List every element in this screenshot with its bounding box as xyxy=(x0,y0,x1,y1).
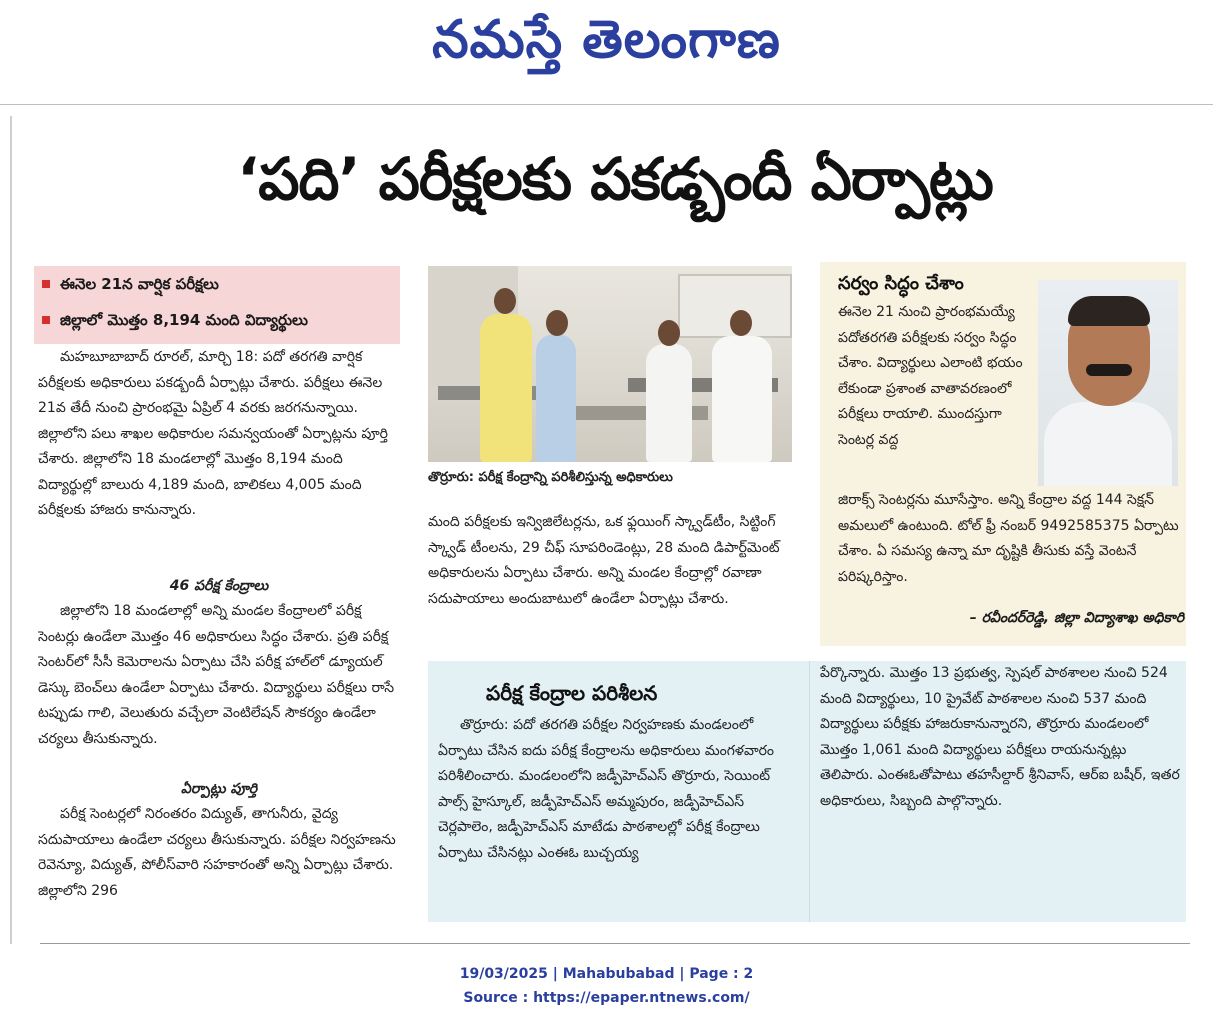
newspaper-logo: నమస్తే తెలంగాణ xyxy=(432,10,781,70)
photo-person xyxy=(646,344,692,462)
article-paragraph: మంది పరీక్షలకు ఇన్విజిలేటర్లను, ఒక ఫ్లయింగ్ స్క్వాడ్‌టీం, సిట్టింగ్ స్క్వాడ్ టీంలను, 29 చీఫ్ సూపరిండెంట్లు, 28 మంది డిపార్ట్‌మెంట్ అధికారులను ఏర్పాటు చేశారు. అన్ని మండల కేంద్రాల్లో రవాణా సదుపాయాలు అందుబాటులో ఉండేలా ఏర్పాట్లు చేశారు. xyxy=(428,514,780,607)
bullet-square-icon xyxy=(42,316,50,324)
news-photo xyxy=(428,266,792,462)
footer-source: Source : https://epaper.ntnews.com/ xyxy=(463,990,750,1006)
subheading: ఏర్పాట్లు పూర్తి xyxy=(180,781,258,797)
official-quote-box xyxy=(820,262,1186,646)
footer-divider xyxy=(40,943,1190,944)
photo-person-head xyxy=(546,310,568,336)
quote-attribution: – రవీందర్‌రెడ్డి, జిల్లా విద్యాశాఖ అధికారి xyxy=(969,610,1184,626)
footer-date-page: 19/03/2025 | Mahabubabad | Page : 2 xyxy=(459,966,754,982)
official-portrait xyxy=(1038,280,1178,486)
article-paragraph: తొర్రూరు: పదో తరగతి పరీక్షల నిర్వహణకు మండలంలో ఏర్పాటు చేసిన ఐదు పరీక్ష కేంద్రాలను అధికారులు మంగళవారం పరిశీలించారు. మండలంలోని జడ్పీహెచ్‌ఎస్ తొర్రూరు, సెయింట్ పాల్స్ హైస్కూల్, జడ్పీహెచ్‌ఎస్ అమ్మపురం, జడ్పీహెచ్‌ఎస్ చెర్లపాలెం, జడ్పీహెచ్‌ఎస్ మాటేడు పాఠశాలల్లో పరీక్ష కేంద్రాలు ఏర్పాటు చేసినట్లు ఎంఈఓ బుచ్చయ్య xyxy=(438,717,775,861)
portrait-hair xyxy=(1068,296,1150,326)
quote-text xyxy=(838,300,1034,478)
article-paragraph: పరీక్ష సెంటర్లలో నిరంతరం విద్యుత్, తాగునీరు, వైద్య సదుపాయాలు ఉండేలా చర్యలు తీసుకున్నారు. పరీక్షల నిర్వహణను రెవెన్యూ, విద్యుత్, పోలీస్‌వారి సహకారంతో అన్ని ఏర్పాట్లు చేశారు. జిల్లాలోని 296 xyxy=(38,806,396,899)
quote-paragraph: ఈనెల 21 నుంచి ప్రారంభమయ్యే పదోతరగతి పరీక్షలకు సర్వం సిద్ధం చేశాం. విద్యార్థులు ఎలాంటి భయం లేకుండా ప్రశాంత వాతావరణంలో పరీక్షలు రాయాలి. ముందస్తుగా సెంటర్ల వద్ద xyxy=(838,304,1023,448)
article-paragraph: పేర్కొన్నారు. మొత్తం 13 ప్రభుత్వ, స్పెషల్ పాఠశాలల నుంచి 524 మంది విద్యార్థులు, 10 ప్రైవేట్ పాఠశాలల నుంచి 537 మంది విద్యార్థులు పరీక్షకు హాజరుకానున్నారని, తొర్రూరు మండలంలో మొత్తం 1,061 మంది విద్యార్థులు పరీక్షలు రాయనున్నట్లు తెలిపారు. ఎంఈఓతోపాటు తహసీల్దార్ శ్రీనివాస్, ఆర్ఐ బషీర్, ఇతర అధికారులు, సిబ్బంది పాల్గొన్నారు. xyxy=(820,665,1180,809)
quote-box-title: సర్వం సిద్ధం చేశాం xyxy=(838,273,964,294)
highlights-box xyxy=(34,266,400,344)
headline: ‘పది’ పరీక్షలకు పకడ్బందీ ఏర్పాట్లు xyxy=(237,145,993,213)
quote-paragraph: జిరాక్స్ సెంటర్లను మూసేస్తాం. అన్ని కేంద్రాల వద్ద 144 సెక్షన్ అమలులో ఉంటుంది. టోల్ ఫ్రీ నంబర్ 9492585375 ఏర్పాటు చేశాం. ఏ సమస్య ఉన్నా మా దృష్టికి తీసుకు వస్తే వెంటనే పరిష్కరిస్తాం. xyxy=(838,492,1179,585)
highlight-text: ఈనెల 21న వార్షిక పరీక్షలు xyxy=(60,275,219,293)
photo-person-head xyxy=(658,320,680,346)
photo-person-head xyxy=(730,310,752,336)
photo-person xyxy=(536,334,576,462)
quote-text xyxy=(838,488,1184,598)
portrait-mustache xyxy=(1086,364,1132,376)
article-paragraph: జిల్లాలోని 18 మండలాల్లో అన్ని మండల కేంద్రాలలో పరీక్ష సెంటర్లు ఉండేలా మొత్తం 46 అధికారులు సిద్ధం చేశారు. ప్రతి పరీక్ష సెంటర్‌లో సీసీ కెమెరాలను ఏర్పాటు చేసి పరీక్ష హాల్‌లో డ్యూయల్ డెస్కు బెంచ్‌లు ఉండేలా ఏర్పాటు చేశారు. విద్యార్థులు పరీక్షలు రాసే టప్పుడు గాలి, వెలుతురు వచ్చేలా వెంటిలేషన్ సౌకర్యం ఉండేలా చర్యలు తీసుకున్నారు. xyxy=(38,603,395,747)
photo-person xyxy=(712,336,772,462)
highlight-item xyxy=(34,302,400,338)
second-article-column xyxy=(820,661,1180,891)
article-lead: మహబూబాబాద్ రూరల్, మార్చి 18: పదో తరగతి వార్షిక పరీక్షలకు అధికారులు పకడ్బందీ ఏర్పాట్లు చేశారు. పరీక్షలు ఈనెల 21వ తేదీ నుంచి ప్రారంభమై ఏప్రిల్ 4 వరకు జరగనున్నాయి. జిల్లాలోని పలు శాఖల అధికారుల సమన్వయంతో ఏర్పాట్లను పూర్తి చేశారు. జిల్లాలోని 18 మండలాల్లో మొత్తం 8,194 మంది విద్యార్థుల్లో బాలురు 4,189 మంది, బాలికలు 4,005 మంది పరీక్షలకు హాజరు కానున్నారు. xyxy=(38,349,388,518)
portrait-shirt xyxy=(1044,402,1172,486)
second-article-column xyxy=(438,713,794,917)
main-article-continuation xyxy=(428,510,794,638)
bullet-square-icon xyxy=(42,280,50,288)
second-article-box xyxy=(428,661,1186,922)
highlight-text: జిల్లాలో మొత్తం 8,194 మంది విద్యార్థులు xyxy=(60,311,308,329)
footer xyxy=(0,962,1213,1010)
photo-person-head xyxy=(494,288,516,314)
main-article-column xyxy=(38,345,400,904)
masthead xyxy=(0,0,1213,92)
photo-person xyxy=(480,314,532,462)
column-divider xyxy=(809,661,810,922)
masthead-divider xyxy=(0,104,1213,105)
left-margin-rule xyxy=(10,116,12,944)
highlight-item xyxy=(34,266,400,302)
second-article-title: పరీక్ష కేంద్రాల పరిశీలన xyxy=(486,681,658,705)
photo-caption: తొర్రూరు: పరీక్ష కేంద్రాన్ని పరిశీలిస్తున్న అధికారులు xyxy=(428,470,673,485)
subheading: 46 పరీక్ష కేంద్రాలు xyxy=(169,578,269,594)
